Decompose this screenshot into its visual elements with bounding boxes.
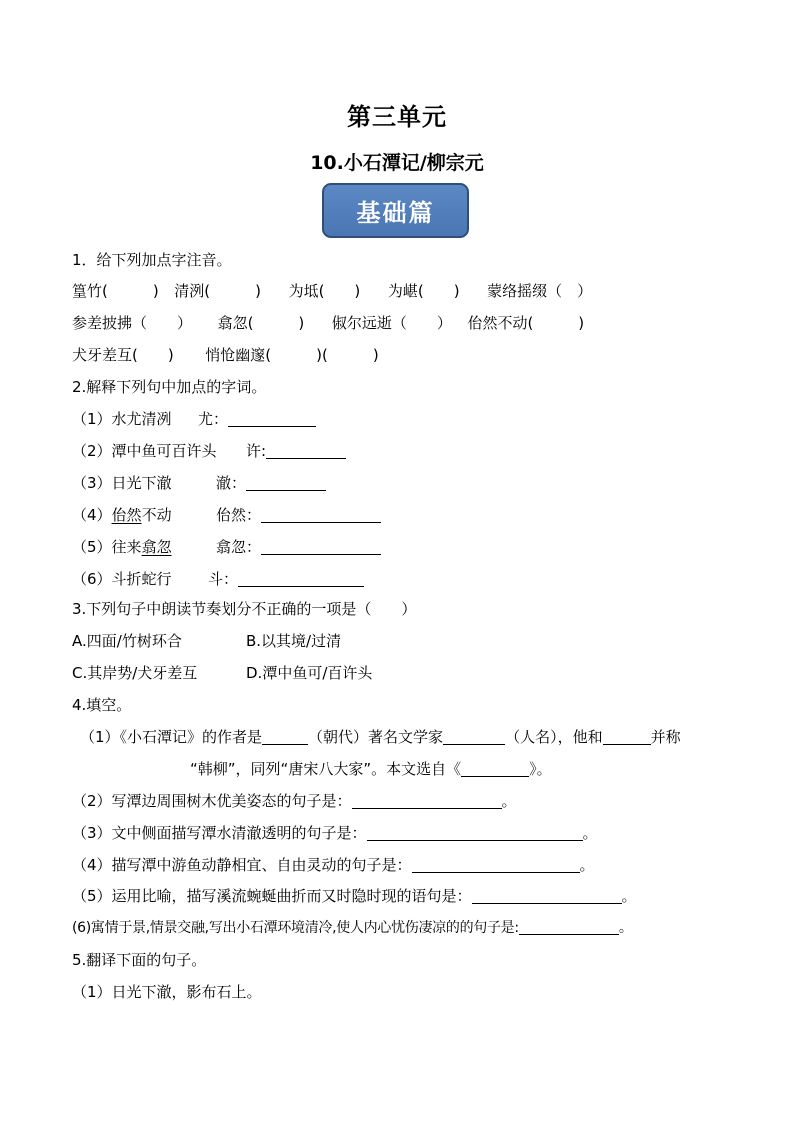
q4-text: （3）文中侧面描写潭水清澈透明的句子是：	[72, 824, 367, 842]
q4-text: (6)寓情于景,情景交融,写出小石潭环境清冷,使人内心忧伤凄凉的的句子是:	[72, 920, 519, 936]
item-number: （5）	[72, 538, 112, 556]
q1-item: 为坻( )	[288, 282, 361, 300]
q4-sentence-4	[72, 855, 595, 875]
item-text: 不动	[141, 506, 172, 524]
q4-sentence-6	[72, 918, 633, 938]
q5-stem: 5.翻译下面的句子。	[72, 951, 207, 969]
q2-stem: 2.解释下列句中加点的字词。	[72, 378, 267, 396]
answer-blank[interactable]	[443, 728, 505, 745]
answer-blank[interactable]	[228, 410, 316, 427]
answer-blank[interactable]	[367, 824, 583, 841]
answer-blank[interactable]	[261, 506, 381, 523]
q1-item: 佁然不动( )	[467, 314, 585, 332]
item-term: 澈：	[216, 474, 247, 492]
q4-text: （人名），他和	[505, 728, 603, 746]
answer-blank[interactable]	[238, 570, 364, 587]
q2-answer-4	[216, 505, 381, 525]
answer-blank[interactable]	[461, 760, 529, 777]
q4-sentence-3	[72, 823, 598, 843]
answer-blank[interactable]	[352, 792, 502, 809]
q1-row3	[72, 345, 379, 365]
item-text: 水尤清冽	[111, 410, 172, 428]
q2-answer-3	[216, 473, 326, 493]
item-underlined-text: 翕忽	[141, 538, 172, 556]
answer-blank[interactable]	[472, 887, 622, 904]
q4-text: “韩柳”，同列“唐宋八大家”。本文选自《	[190, 760, 462, 778]
q1-item: 翕忽( )	[217, 314, 305, 332]
q2-item-5	[72, 537, 172, 557]
q4-sentence-1	[80, 727, 681, 747]
q4-text: （朝代）著名文学家	[308, 728, 444, 746]
q1-row2	[72, 313, 584, 333]
q3-option-d[interactable]: D.潭中鱼可/百许头	[246, 664, 373, 682]
q1-item: 篁竹( )	[72, 282, 159, 300]
q2-item-4	[72, 505, 172, 525]
q4-stem: 4.填空。	[72, 696, 132, 714]
q4-text: （5）运用比喻，描写溪流蜿蜒曲折而又时隐时现的语句是：	[72, 887, 472, 905]
q1-item: 俶尔远逝（ ）	[331, 314, 452, 332]
item-text: 潭中鱼可百许头	[111, 442, 217, 460]
q2-item-2	[72, 441, 217, 461]
q4-text: 并称	[650, 728, 681, 746]
q1-row1	[72, 281, 592, 301]
item-number: （3）	[72, 474, 112, 492]
q2-item-6	[72, 569, 172, 589]
q1-item: 参差披拂（ ）	[72, 314, 193, 332]
q4-text: 。	[621, 887, 637, 905]
q2-answer-1	[198, 409, 316, 429]
item-number: （4）	[72, 506, 112, 524]
q4-sentence-2	[72, 791, 517, 811]
unit-title: 第三单元	[347, 103, 447, 131]
item-number: （1）	[72, 410, 112, 428]
item-term: 斗：	[208, 570, 239, 588]
section-badge: 基础篇	[322, 183, 469, 238]
q1-item: 清洌( )	[174, 282, 261, 300]
answer-blank[interactable]	[266, 442, 346, 459]
answer-blank[interactable]	[262, 728, 308, 745]
q5-sentence-1: （1）日光下澈，影布石上。	[72, 983, 262, 1001]
item-text: 斗折蛇行	[111, 570, 172, 588]
q4-text: 》。	[529, 760, 552, 778]
q4-text: （4）描写潭中游鱼动静相宜、自由灵动的句子是：	[72, 856, 412, 874]
item-term: 翕忽：	[216, 538, 262, 556]
q3-option-b[interactable]: B.以其境/过清	[246, 632, 342, 650]
answer-blank[interactable]	[519, 918, 619, 935]
item-term: 许:	[246, 442, 267, 460]
item-number: （6）	[72, 570, 112, 588]
q1-item: 蒙络摇缀（ ）	[487, 282, 593, 300]
q3-stem: 3.下列句子中朗读节奏划分不正确的一项是（ ）	[72, 600, 417, 618]
q4-text: 。	[579, 856, 595, 874]
q4-sentence-1-cont	[190, 759, 552, 779]
q2-answer-6	[208, 569, 364, 589]
q4-text: 。	[582, 824, 598, 842]
item-term: 尤：	[198, 410, 229, 428]
answer-blank[interactable]	[246, 474, 326, 491]
answer-blank[interactable]	[412, 856, 580, 873]
q2-item-1	[72, 409, 172, 429]
q1-stem: 1．给下列加点字注音。	[72, 251, 232, 269]
q2-item-3	[72, 473, 172, 493]
q4-text: （2）写潭边周围树木优美姿态的句子是：	[72, 792, 352, 810]
q3-option-a[interactable]: A.四面/竹树环合	[72, 632, 182, 650]
q3-option-c[interactable]: C.其岸势/犬牙差互	[72, 664, 198, 682]
q1-item: 犬牙差互( )	[72, 346, 174, 364]
q2-answer-5	[216, 537, 381, 557]
item-number: （2）	[72, 442, 112, 460]
answer-blank[interactable]	[261, 538, 381, 555]
answer-blank[interactable]	[603, 728, 651, 745]
q2-answer-2	[246, 441, 346, 461]
q4-sentence-5	[72, 886, 637, 906]
item-text: 往来	[111, 538, 142, 556]
lesson-title: 10.小石潭记/柳宗元	[310, 152, 484, 174]
q4-text: 。	[618, 920, 633, 936]
q1-item: 为嵁( )	[387, 282, 460, 300]
q1-item: 悄怆幽邃( )( )	[205, 346, 379, 364]
item-term: 佁然：	[216, 506, 262, 524]
q4-text: 。	[501, 792, 517, 810]
q4-text: （1）《小石潭记》的作者是	[80, 728, 263, 746]
item-text: 日光下澈	[111, 474, 172, 492]
item-underlined-text: 佁然	[111, 506, 142, 524]
